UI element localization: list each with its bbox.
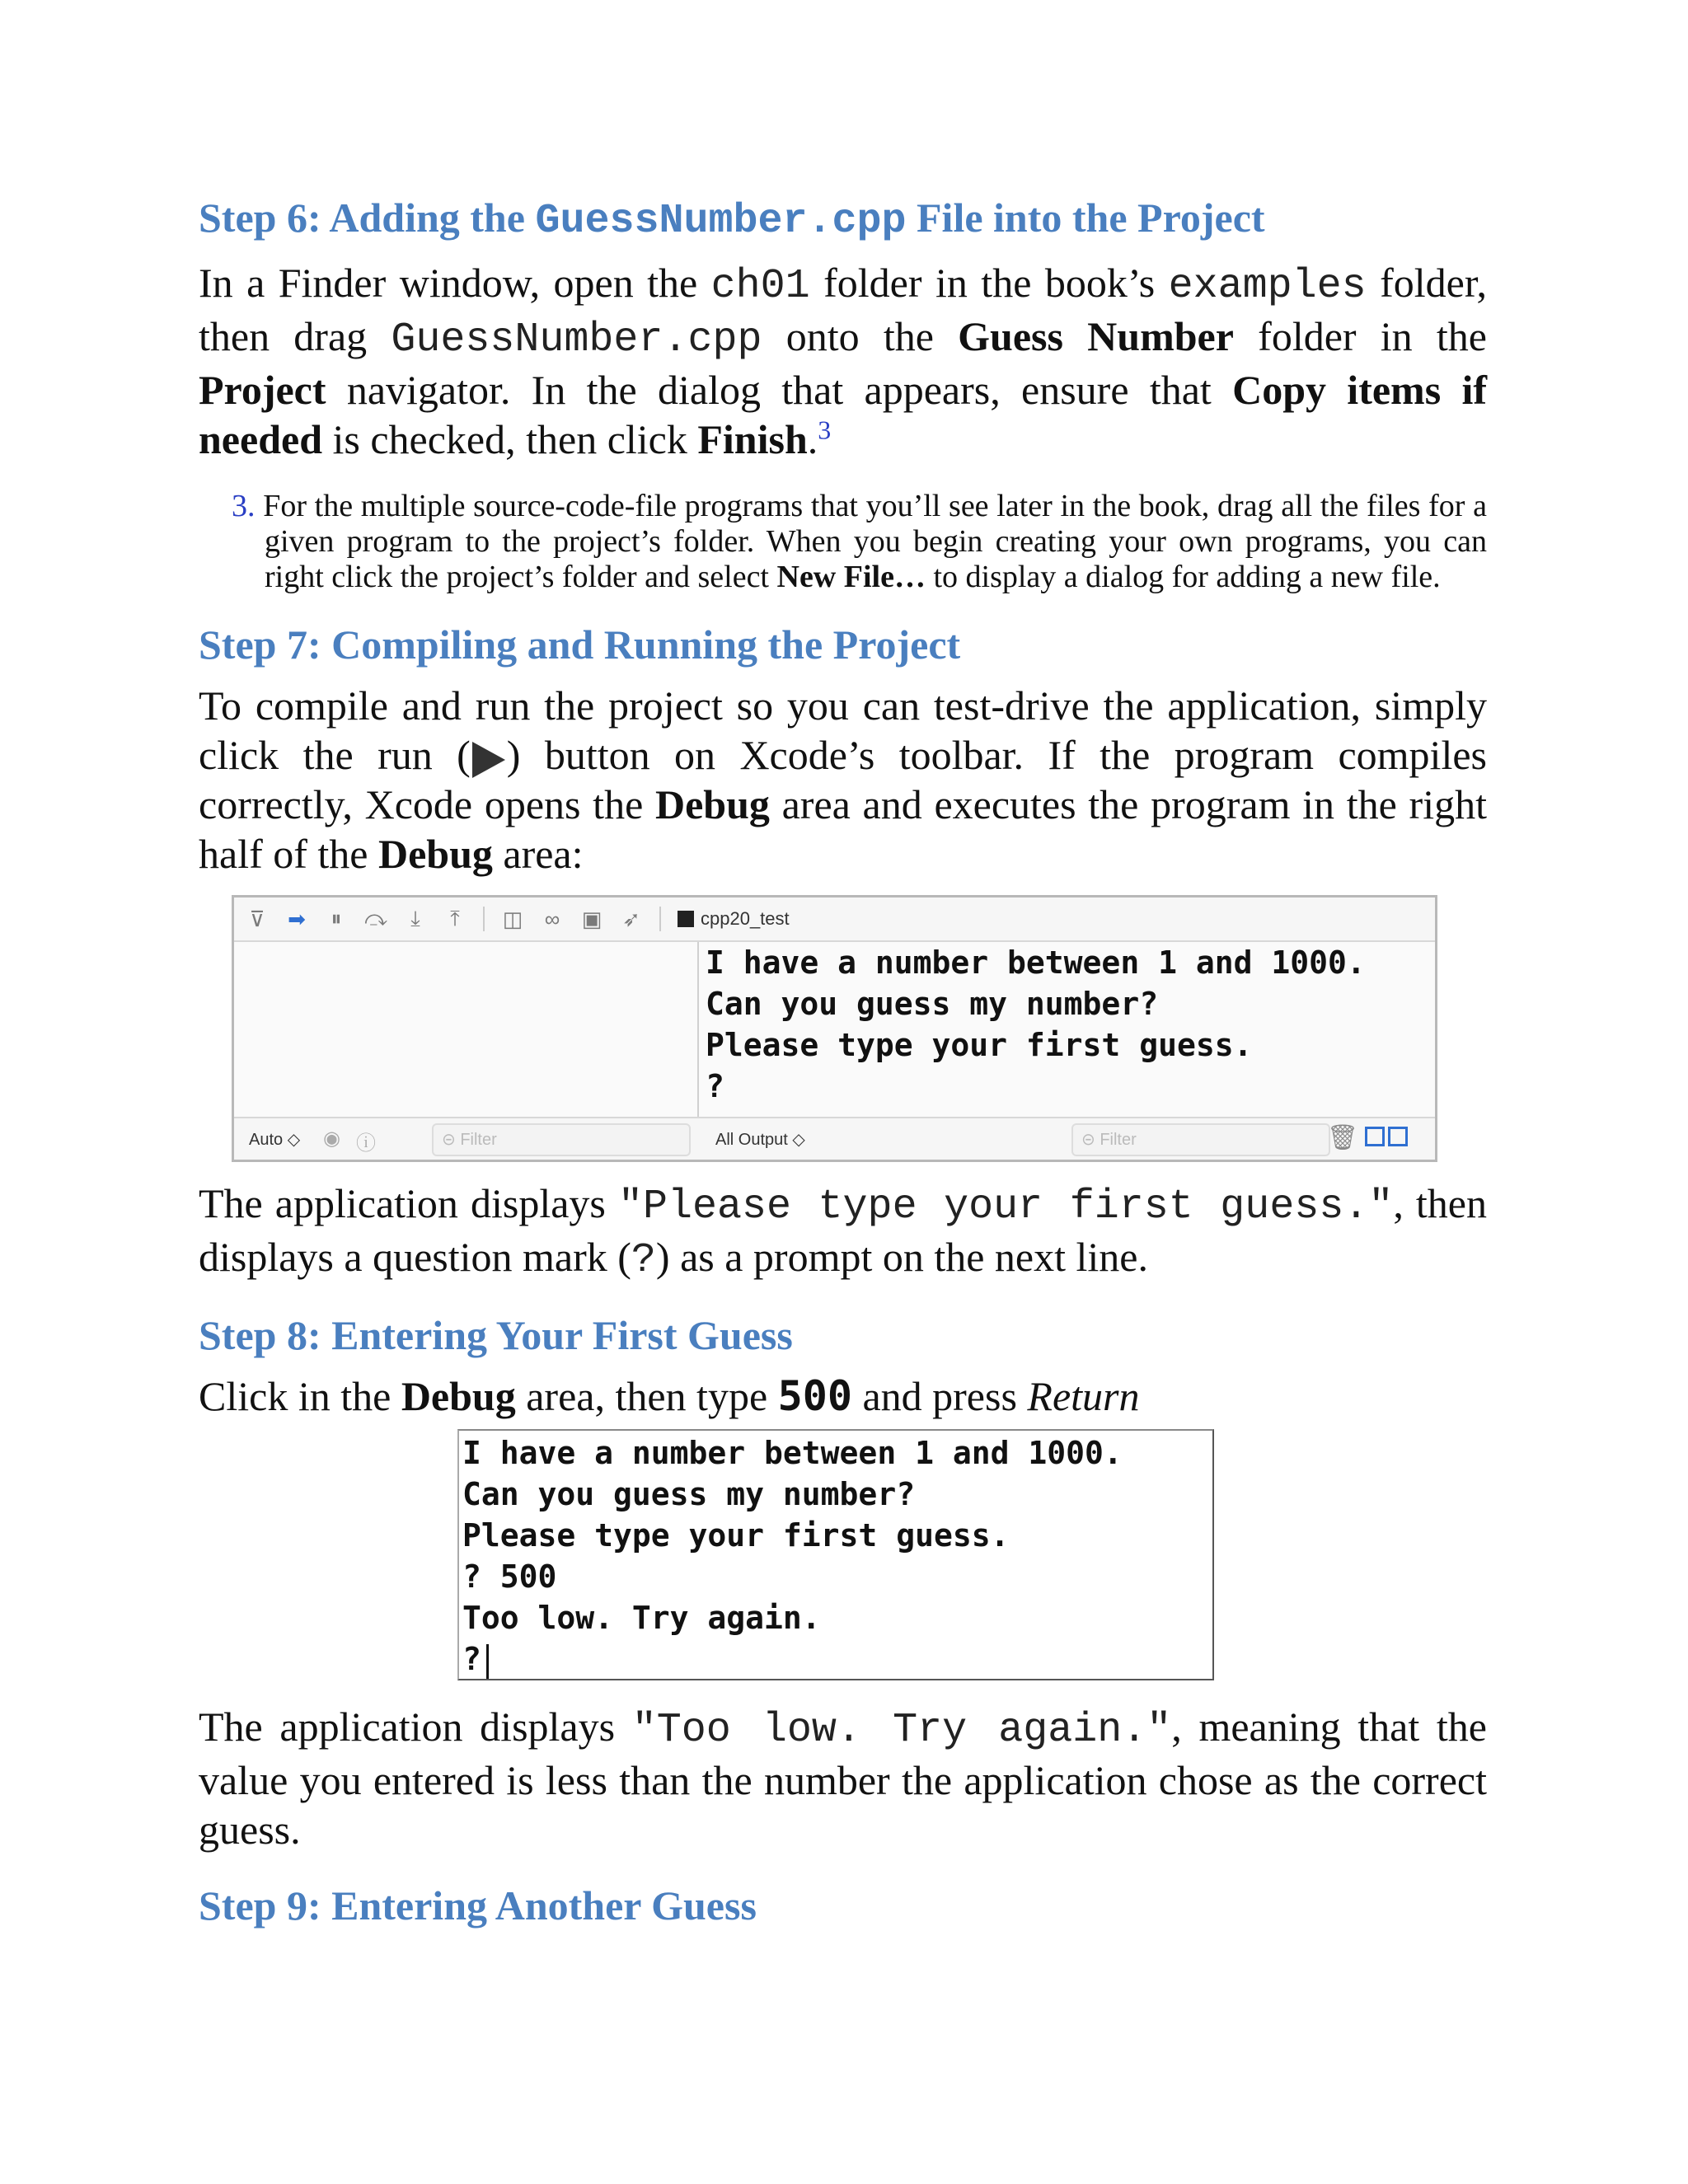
text: For the multiple source-code-file programs that you’ll see later in the book, drag all the files for a given program to the project’s folder. When you begin creating your own programs, you can right click the project’s folder and select [255, 489, 1487, 594]
text: area, then type [515, 1373, 778, 1419]
text: and press [851, 1373, 1028, 1419]
memory-graph-icon[interactable]: ∞ [544, 906, 560, 931]
code-too-low: "Too low. Try again." [631, 1707, 1172, 1754]
step6-heading-code: GuessNumber.cpp [535, 198, 907, 245]
simulate-location-icon[interactable]: ➶ [622, 906, 640, 931]
text: ) button on Xcode’s toolbar. If the program compiles correctly, Xcode opens the [199, 732, 1487, 827]
bold-debug: Debug [377, 831, 493, 877]
right-pane-icon[interactable] [1388, 1127, 1408, 1146]
xcode-debug-area-screenshot [232, 895, 1437, 1162]
hide-debug-area-icon[interactable]: ⊽ [249, 906, 265, 931]
breakpoints-icon[interactable]: ➡ [288, 906, 306, 931]
pause-icon[interactable]: ⏸ [331, 906, 342, 930]
footnote-ref-link[interactable]: 3 [818, 415, 832, 445]
view-hierarchy-icon[interactable]: ◫ [502, 906, 523, 931]
text: In a Finder window, open the [199, 260, 711, 306]
text: Click in the [199, 1373, 401, 1419]
step6-paragraph [199, 258, 1487, 464]
step7-paragraph [199, 681, 1487, 879]
eye-icon[interactable]: ◉ [323, 1127, 340, 1150]
all-output-popup[interactable]: All Output ◇ [715, 1131, 805, 1149]
step8-paragraph [199, 1371, 1487, 1421]
footnote-number-link[interactable]: 3. [232, 489, 256, 523]
filter-placeholder: Filter [460, 1131, 497, 1149]
trash-icon[interactable]: 🗑 [1327, 1124, 1359, 1151]
after-xcode-paragraph [199, 1179, 1487, 1286]
footnote [232, 489, 1487, 595]
text: To compile and run the project so you can test-drive the application, simply click the run ( [199, 682, 1487, 778]
left-pane-icon[interactable] [1365, 1127, 1385, 1146]
code-filename: GuessNumber.cpp [391, 316, 762, 363]
text: folder, then drag [199, 260, 1487, 359]
step8-result-paragraph [199, 1702, 1487, 1854]
console-lines: I have a number between 1 and 1000. Can you guess my number? Please type your first guess. ? 500 Too low. Try again. ? [462, 1435, 1123, 1677]
debug-toolbar [234, 898, 1435, 942]
code-prompt-string: "Please type your first guess." [617, 1183, 1394, 1230]
italic-return: Return [1027, 1373, 1140, 1419]
info-icon[interactable]: ⓘ [356, 1132, 376, 1155]
code-examples: examples [1168, 263, 1367, 310]
scheme-name: cpp20_test [701, 908, 790, 929]
text: area: [492, 831, 584, 877]
step-into-icon[interactable]: ⤓ [410, 906, 420, 930]
bold-finish: Finish [697, 416, 808, 462]
text: to display a dialog for adding a new file. [925, 560, 1441, 594]
console-output-second[interactable] [457, 1429, 1214, 1680]
run-play-icon [472, 742, 505, 778]
bold-project: Project [199, 367, 326, 413]
filter-placeholder: Filter [1100, 1131, 1137, 1149]
step8-heading: Step 8: Entering Your First Guess [199, 1312, 793, 1358]
text: area and executes the program in the right half of the [199, 781, 1487, 877]
step6-heading-suffix: File into the Project [906, 194, 1265, 241]
bold-guess-number: Guess Number [958, 313, 1234, 359]
text: navigator. In the dialog that appears, ensure that [326, 367, 1233, 413]
toolbar-divider [483, 907, 485, 931]
document-content [199, 191, 1487, 1942]
text: . [807, 416, 818, 462]
terminal-icon [678, 911, 694, 927]
text: folder in the [1233, 313, 1487, 359]
bold-new-file: New File… [776, 560, 926, 594]
step-over-icon[interactable]: ⤼ [364, 906, 387, 930]
text: The application displays [199, 1704, 632, 1750]
text: , then displays a question mark ( [199, 1180, 1487, 1280]
bold-debug: Debug [654, 781, 770, 827]
text: ) as a prompt on the next line. [655, 1234, 1148, 1280]
step-out-icon[interactable]: ⤒ [450, 906, 460, 930]
code-ch01: ch01 [710, 263, 810, 310]
console-output[interactable]: I have a number between 1 and 1000. Can you guess my number? Please type your first guess. ? [706, 944, 1366, 1104]
bold-debug: Debug [401, 1373, 516, 1419]
step7-heading: Step 7: Compiling and Running the Project [199, 621, 961, 668]
debug-bottom-bar [234, 1117, 1435, 1160]
step9-heading: Step 9: Entering Another Guess [199, 1882, 757, 1929]
toolbar-divider [659, 907, 661, 931]
text: The application displays [199, 1180, 618, 1226]
step6-heading-prefix: Step 6: Adding the [199, 194, 536, 241]
text: folder in the book’s [809, 260, 1169, 306]
code-500: 500 [777, 1372, 852, 1420]
step6-heading [199, 191, 1487, 248]
text-cursor [486, 1644, 489, 1679]
variables-view [234, 942, 696, 1115]
text: onto the [762, 313, 959, 359]
code-question-mark: ? [631, 1237, 656, 1284]
console-filter-input[interactable]: ⊝ Filter [1071, 1123, 1330, 1156]
environment-overrides-icon[interactable]: ▣ [581, 906, 603, 931]
pane-toggle[interactable] [1365, 1127, 1408, 1146]
bold-copy-items: Copy items if needed [199, 367, 1487, 462]
text: , meaning that the value you entered is less than the number the application chose as the correct guess. [199, 1704, 1487, 1853]
text: is checked, then click [322, 416, 698, 462]
auto-popup[interactable]: Auto ◇ [249, 1131, 301, 1149]
scheme-indicator[interactable] [678, 908, 790, 930]
variables-filter-input[interactable]: ⊝ Filter [432, 1123, 691, 1156]
